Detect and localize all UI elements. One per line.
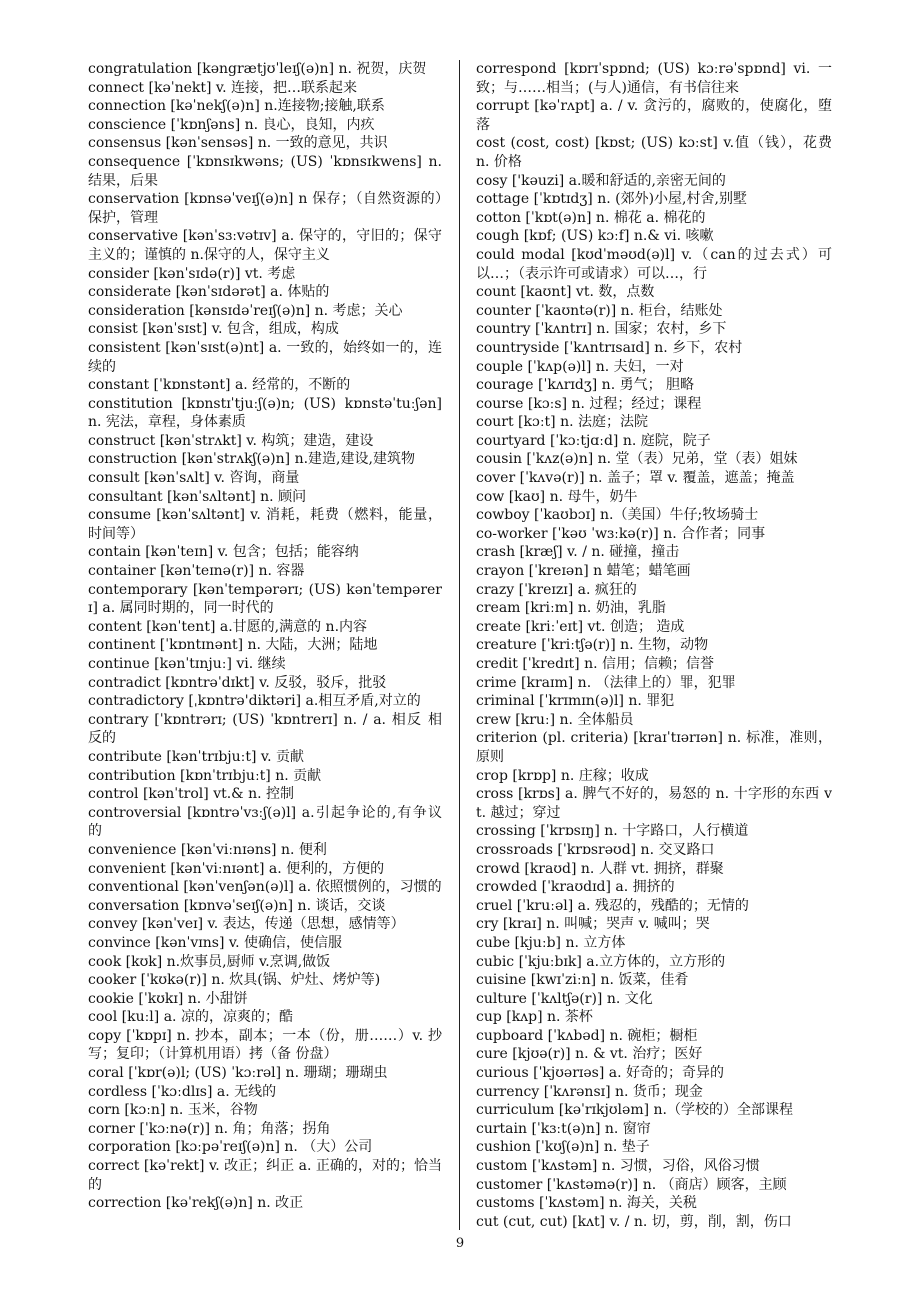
vocab-entry: contribute [kənˈtrɪbjuːt] v. 贡献 [88, 748, 305, 765]
vocab-entry: crime [kraɪm] n. （法律上的）罪，犯罪 [476, 674, 736, 691]
vocab-entry: couple [ˈkʌp(ə)l] n. 夫妇，一对 [476, 358, 684, 375]
vocab-entry: cushion [ˈkʊʃ(ə)n] n. 垫子 [476, 1139, 650, 1156]
vocab-entry: consume [kənˈsʌltənt] v. 消耗，耗费（燃料，能量，时间等） [88, 507, 442, 542]
vocab-entry: constant [ˈkɒnstənt] a. 经常的，不断的 [88, 377, 351, 394]
vocab-entry: control [kənˈtrol] vt.& n. 控制 [88, 786, 295, 803]
vocab-entry: crash [kræʃ] v. / n. 碰撞，撞击 [476, 544, 680, 561]
vocab-entry: considerate [kənˈsɪdərət] a. 体贴的 [88, 284, 330, 301]
vocab-entry: corporation [kɔːpəˈreɪʃ(ə)n] n. （大）公司 [88, 1139, 373, 1156]
column-divider [459, 60, 460, 1230]
vocab-entry: crop [krɒp] n. 庄稼；收成 [476, 767, 649, 784]
vocab-entry: contradictory [ˌkɒntrə'diktəri] a.相互矛盾,对立的 [88, 693, 421, 710]
vocab-entry: cottage [ˈkɒtɪdʒ] n. (郊外)小屋,村舍,别墅 [476, 191, 747, 208]
vocab-entry: connection [kəˈnekʃ(ə)n] n.连接物;接触,联系 [88, 98, 385, 115]
vocab-entry: cover [ˈkʌvə(r)] n. 盖子；罩 v. 覆盖，遮盖；掩盖 [476, 470, 795, 487]
vocab-entry: crossroads [ˈkrɒsrəʊd] n. 交叉路口 [476, 841, 715, 858]
vocab-entry: cost (cost, cost) [kɒst; (US) kɔːst] v.值（钱），花费 n. 价格 [476, 135, 832, 170]
vocab-entry: conventional [kənˈvenʃən(ə)l] a. 依照惯例的，习惯的 [88, 879, 442, 896]
vocab-entry: correction [kəˈrekʃ(ə)n] n. 改正 [88, 1195, 304, 1212]
vocab-entry: create [kriːˈeɪt] vt. 创造； 造成 [476, 618, 685, 635]
vocab-entry: contribution [kɒnˈtrɪbjuːt] n. 贡献 [88, 767, 322, 784]
vocab-entry: corner [ˈkɔːnə(r)] n. 角；角落；拐角 [88, 1120, 331, 1137]
vocab-entry: correct [kəˈrekt] v. 改正；纠正 a. 正确的，对的；恰当的 [88, 1158, 442, 1193]
vocab-entry: cousin [ˈkʌz(ə)n] n. 堂（表）兄弟，堂（表）姐妹 [476, 451, 798, 468]
vocab-entry: container [kənˈteɪnə(r)] n. 容器 [88, 563, 305, 580]
vocab-entry: consensus [kənˈsensəs] n. 一致的意见，共识 [88, 135, 388, 152]
vocab-entry: cosy ['kəuzi] a.暖和舒适的,亲密无间的 [476, 172, 726, 189]
vocab-entry: consequence [ˈkɒnsɪkwəns; (US) ˈkɒnsɪkwens] n. 结果，后果 [88, 153, 442, 189]
vocab-entry: count [kaʊnt] vt. 数，点数 [476, 284, 655, 301]
vocab-entry: curious [ˈkjʊərɪəs] a. 好奇的；奇异的 [476, 1065, 725, 1082]
vocab-entry: cup [kʌp] n. 茶杯 [476, 1009, 593, 1026]
vocab-entry: congratulation [kəngrætjʊˈleɪʃ(ə)n] n. 祝贺，庆贺 [88, 61, 427, 77]
vocab-entry: consist [kənˈsɪst] v. 包含，组成，构成 [88, 321, 339, 338]
vocab-entry: consult [kənˈsʌlt] v. 咨询，商量 [88, 470, 300, 487]
vocab-entry: consultant [kənˈsʌltənt] n. 顾问 [88, 488, 307, 505]
vocab-entry: courage [ˈkʌrɪdʒ] n. 勇气； 胆略 [476, 377, 695, 394]
vocab-entry: corn [kɔːn] n. 玉米，谷物 [88, 1102, 258, 1119]
vocab-entry: cotton [ˈkɒt(ə)n] n. 棉花 a. 棉花的 [476, 209, 706, 226]
vocab-entry: copy [ˈkɒpɪ] n. 抄本，副本；一本（份，册……）v. 抄写；复印；（计算机用语）拷（备 份盘） [88, 1027, 442, 1063]
left-column [88, 60, 442, 1213]
vocab-entry: controversial [kɒntrəˈvɜːʃ(ə)l] a.引起争论的,有争议的 [88, 804, 442, 840]
vocab-entry: court [kɔːt] n. 法庭；法院 [476, 414, 649, 431]
vocab-entry: criterion (pl. criteria) [kraɪˈtɪərɪən] n. 标准，准则，原则 [476, 730, 832, 765]
vocab-entry: convince [kənˈvɪns] v. 使确信，使信服 [88, 934, 343, 951]
vocab-entry: consider [kənˈsɪdə(r)] vt. 考虑 [88, 265, 296, 282]
vocab-entry: constitution [kɒnstɪˈtjuːʃ(ə)n; (US) kɒnstəˈtuːʃən] n. 宪法，章程，身体素质 [88, 395, 442, 431]
vocab-entry: cool [kuːl] a. 凉的，凉爽的；酷 [88, 1009, 293, 1026]
vocab-entry: cowboy [ˈkaʊbɔɪ] n.（美国）牛仔;牧场骑士 [476, 507, 759, 524]
vocab-entry: curriculum [kəˈrɪkjʊləm] n.（学校的）全部课程 [476, 1102, 793, 1119]
vocab-entry: crazy [ˈkreɪzɪ] a. 疯狂的 [476, 581, 637, 598]
vocab-entry: continue [kənˈtɪnjuː] vi. 继续 [88, 656, 286, 672]
vocab-entry: credit [ˈkredɪt] n. 信用；信赖；信誉 [476, 656, 714, 672]
vocab-entry: course [kɔːs] n. 过程；经过；课程 [476, 395, 702, 412]
vocab-entry: curtain [ˈkɜːt(ə)n] n. 窗帘 [476, 1120, 651, 1137]
vocab-entry: construction [kənˈstrʌkʃ(ə)n] n.建造,建设,建筑物 [88, 451, 415, 468]
vocab-entry: cooker [ˈkʊkə(r)] n. 炊具(锅、炉灶、烤炉等) [88, 972, 381, 989]
vocab-entry: counter [ˈkaʊntə(r)] n. 柜台，结账处 [476, 302, 723, 319]
vocab-entry: customer [ˈkʌstəmə(r)] n. （商店）顾客，主顾 [476, 1176, 787, 1193]
vocab-entry: courtyard [ˈkɔːtjɑːd] n. 庭院，院子 [476, 432, 711, 449]
vocab-entry: crossing [ˈkrɒsɪŋ] n. 十字路口，人行横道 [476, 823, 749, 840]
vocab-entry: crowded [ˈkraʊdɪd] a. 拥挤的 [476, 879, 675, 896]
vocab-entry: currency [ˈkʌrənsɪ] n. 货币；现金 [476, 1083, 703, 1100]
vocab-entry: cow [kaʊ] n. 母牛，奶牛 [476, 488, 638, 505]
vocab-entry: cough [kɒf; (US) kɔːf] n.& vi. 咳嗽 [476, 228, 714, 245]
vocab-entry: construct [kənˈstrʌkt] v. 构筑；建造，建设 [88, 432, 374, 449]
vocab-entry: correspond [kɒrɪˈspɒnd; (US) kɔːrəˈspɒnd] vi. 一致；与……相当；(与人)通信，有书信往来 [476, 61, 832, 96]
vocab-entry: crowd [kraʊd] n. 人群 vt. 拥挤，群聚 [476, 860, 724, 877]
vocab-entry: continent [ˈkɒntɪnənt] n. 大陆，大洲；陆地 [88, 637, 378, 654]
vocab-entry: cry [kraɪ] n. 叫喊；哭声 v. 喊叫；哭 [476, 916, 710, 933]
vocab-entry: conscience [ˈkɒnʃəns] n. 良心，良知，内疚 [88, 116, 375, 133]
vocab-entry: countryside [ˈkʌntrɪsaɪd] n. 乡下，农村 [476, 339, 743, 356]
vocab-entry: crayon [ˈkreɪən] n 蜡笔；蜡笔画 [476, 563, 691, 580]
vocab-entry: conservative [kənˈsɜːvətɪv] a. 保守的，守旧的；保守主义的；谨慎的 n.保守的人，保守主义 [88, 228, 442, 263]
vocab-entry: co-worker [ˈkəʊ ˈwɜːkə(r)] n. 合作者；同事 [476, 525, 766, 542]
vocab-entry: custom [ˈkʌstəm] n. 习惯，习俗，风俗习惯 [476, 1158, 760, 1175]
vocab-entry: cream [kriːm] n. 奶油，乳脂 [476, 600, 666, 617]
vocab-entry: cook [kʊk] n.炊事员,厨师 v.烹调,做饭 [88, 953, 331, 970]
vocab-entry: criminal [ˈkrɪmɪn(ə)l] n. 罪犯 [476, 693, 675, 710]
vocab-entry: could modal [kʊdˈməʊd(ə)l] v.（can的过去式）可以…；（表示许可或请求）可以…，行 [476, 246, 832, 282]
vocab-entry: convey [kənˈveɪ] v. 表达，传递（思想，感情等） [88, 916, 405, 933]
vocab-entry: corrupt [kəˈrʌpt] a. / v. 贪污的，腐败的，使腐化，堕落 [476, 98, 832, 133]
vocab-entry: cube [kjuːb] n. 立方体 [476, 934, 626, 951]
vocab-entry: contradict [kɒntrəˈdɪkt] v. 反驳，驳斥，批驳 [88, 674, 387, 691]
page-number: 9 [455, 1236, 465, 1251]
vocab-entry: convenience [kənˈviːnɪəns] n. 便利 [88, 841, 327, 858]
vocab-entry: cruel [ˈkruːəl] a. 残忍的，残酷的；无情的 [476, 897, 749, 914]
vocab-entry: creature [ˈkriːtʃə(r)] n. 生物，动物 [476, 637, 709, 654]
vocab-entry: cubic [ˈkjuːbɪk] a.立方体的，立方形的 [476, 953, 726, 970]
vocab-entry: cross [krɒs] a. 脾气不好的，易怒的 n. 十字形的东西 vt. 越过；穿过 [476, 786, 832, 821]
vocab-entry: conservation [kɒnsəˈveɪʃ(ə)n] n 保存；（自然资源的）保护，管理 [88, 191, 442, 226]
vocab-entry: conversation [kɒnvəˈseɪʃ(ə)n] n. 谈话，交谈 [88, 897, 386, 914]
vocab-entry: consideration [kənsɪdəˈreɪʃ(ə)n] n. 考虑；关心 [88, 302, 403, 319]
vocab-entry: country [ˈkʌntrɪ] n. 国家；农村，乡下 [476, 321, 727, 338]
vocab-entry: cut (cut, cut) [kʌt] v. / n. 切，剪，削，割，伤口 [476, 1213, 792, 1230]
vocab-entry: convenient [kənˈviːnɪənt] a. 便利的，方便的 [88, 860, 385, 877]
vocab-entry: cordless [ˈkɔːdlɪs] a. 无线的 [88, 1083, 277, 1100]
vocab-entry: connect [kəˈnekt] v. 连接，把…联系起来 [88, 79, 358, 96]
vocab-entry: contrary [ˈkɒntrərɪ; (US) ˈkɒntrerɪ] n. / a. 相反 相反的 [88, 711, 442, 747]
vocab-entry: cupboard [ˈkʌbəd] n. 碗柜；橱柜 [476, 1027, 698, 1044]
vocab-entry: cookie [ˈkʊkɪ] n. 小甜饼 [88, 990, 248, 1007]
vocab-entry: content [kənˈtent] a.甘愿的,满意的 n.内容 [88, 618, 368, 635]
vocab-entry: contain [kənˈteɪn] v. 包含；包括；能容纳 [88, 544, 359, 561]
right-column [476, 60, 832, 1231]
vocab-entry: cuisine [kwɪˈziːn] n. 饭菜，佳肴 [476, 972, 689, 989]
vocab-entry: consistent [kənˈsɪst(ə)nt] a. 一致的，始终如一的，连续的 [88, 339, 442, 375]
vocab-entry: crew [kruː] n. 全体船员 [476, 711, 634, 728]
vocab-entry: cure [kjʊə(r)] n. & vt. 治疗；医好 [476, 1046, 703, 1063]
vocab-entry: customs [ˈkʌstəm] n. 海关，关税 [476, 1195, 697, 1212]
vocab-entry: contemporary [kənˈtempərərɪ; (US) kənˈtempərerɪ] a. 属同时期的，同一时代的 [88, 581, 442, 617]
vocab-entry: culture [ˈkʌltʃə(r)] n. 文化 [476, 990, 653, 1007]
vocab-entry: coral [ˈkɒr(ə)l; (US) ˈkɔːrəl] n. 珊瑚；珊瑚虫 [88, 1065, 388, 1082]
